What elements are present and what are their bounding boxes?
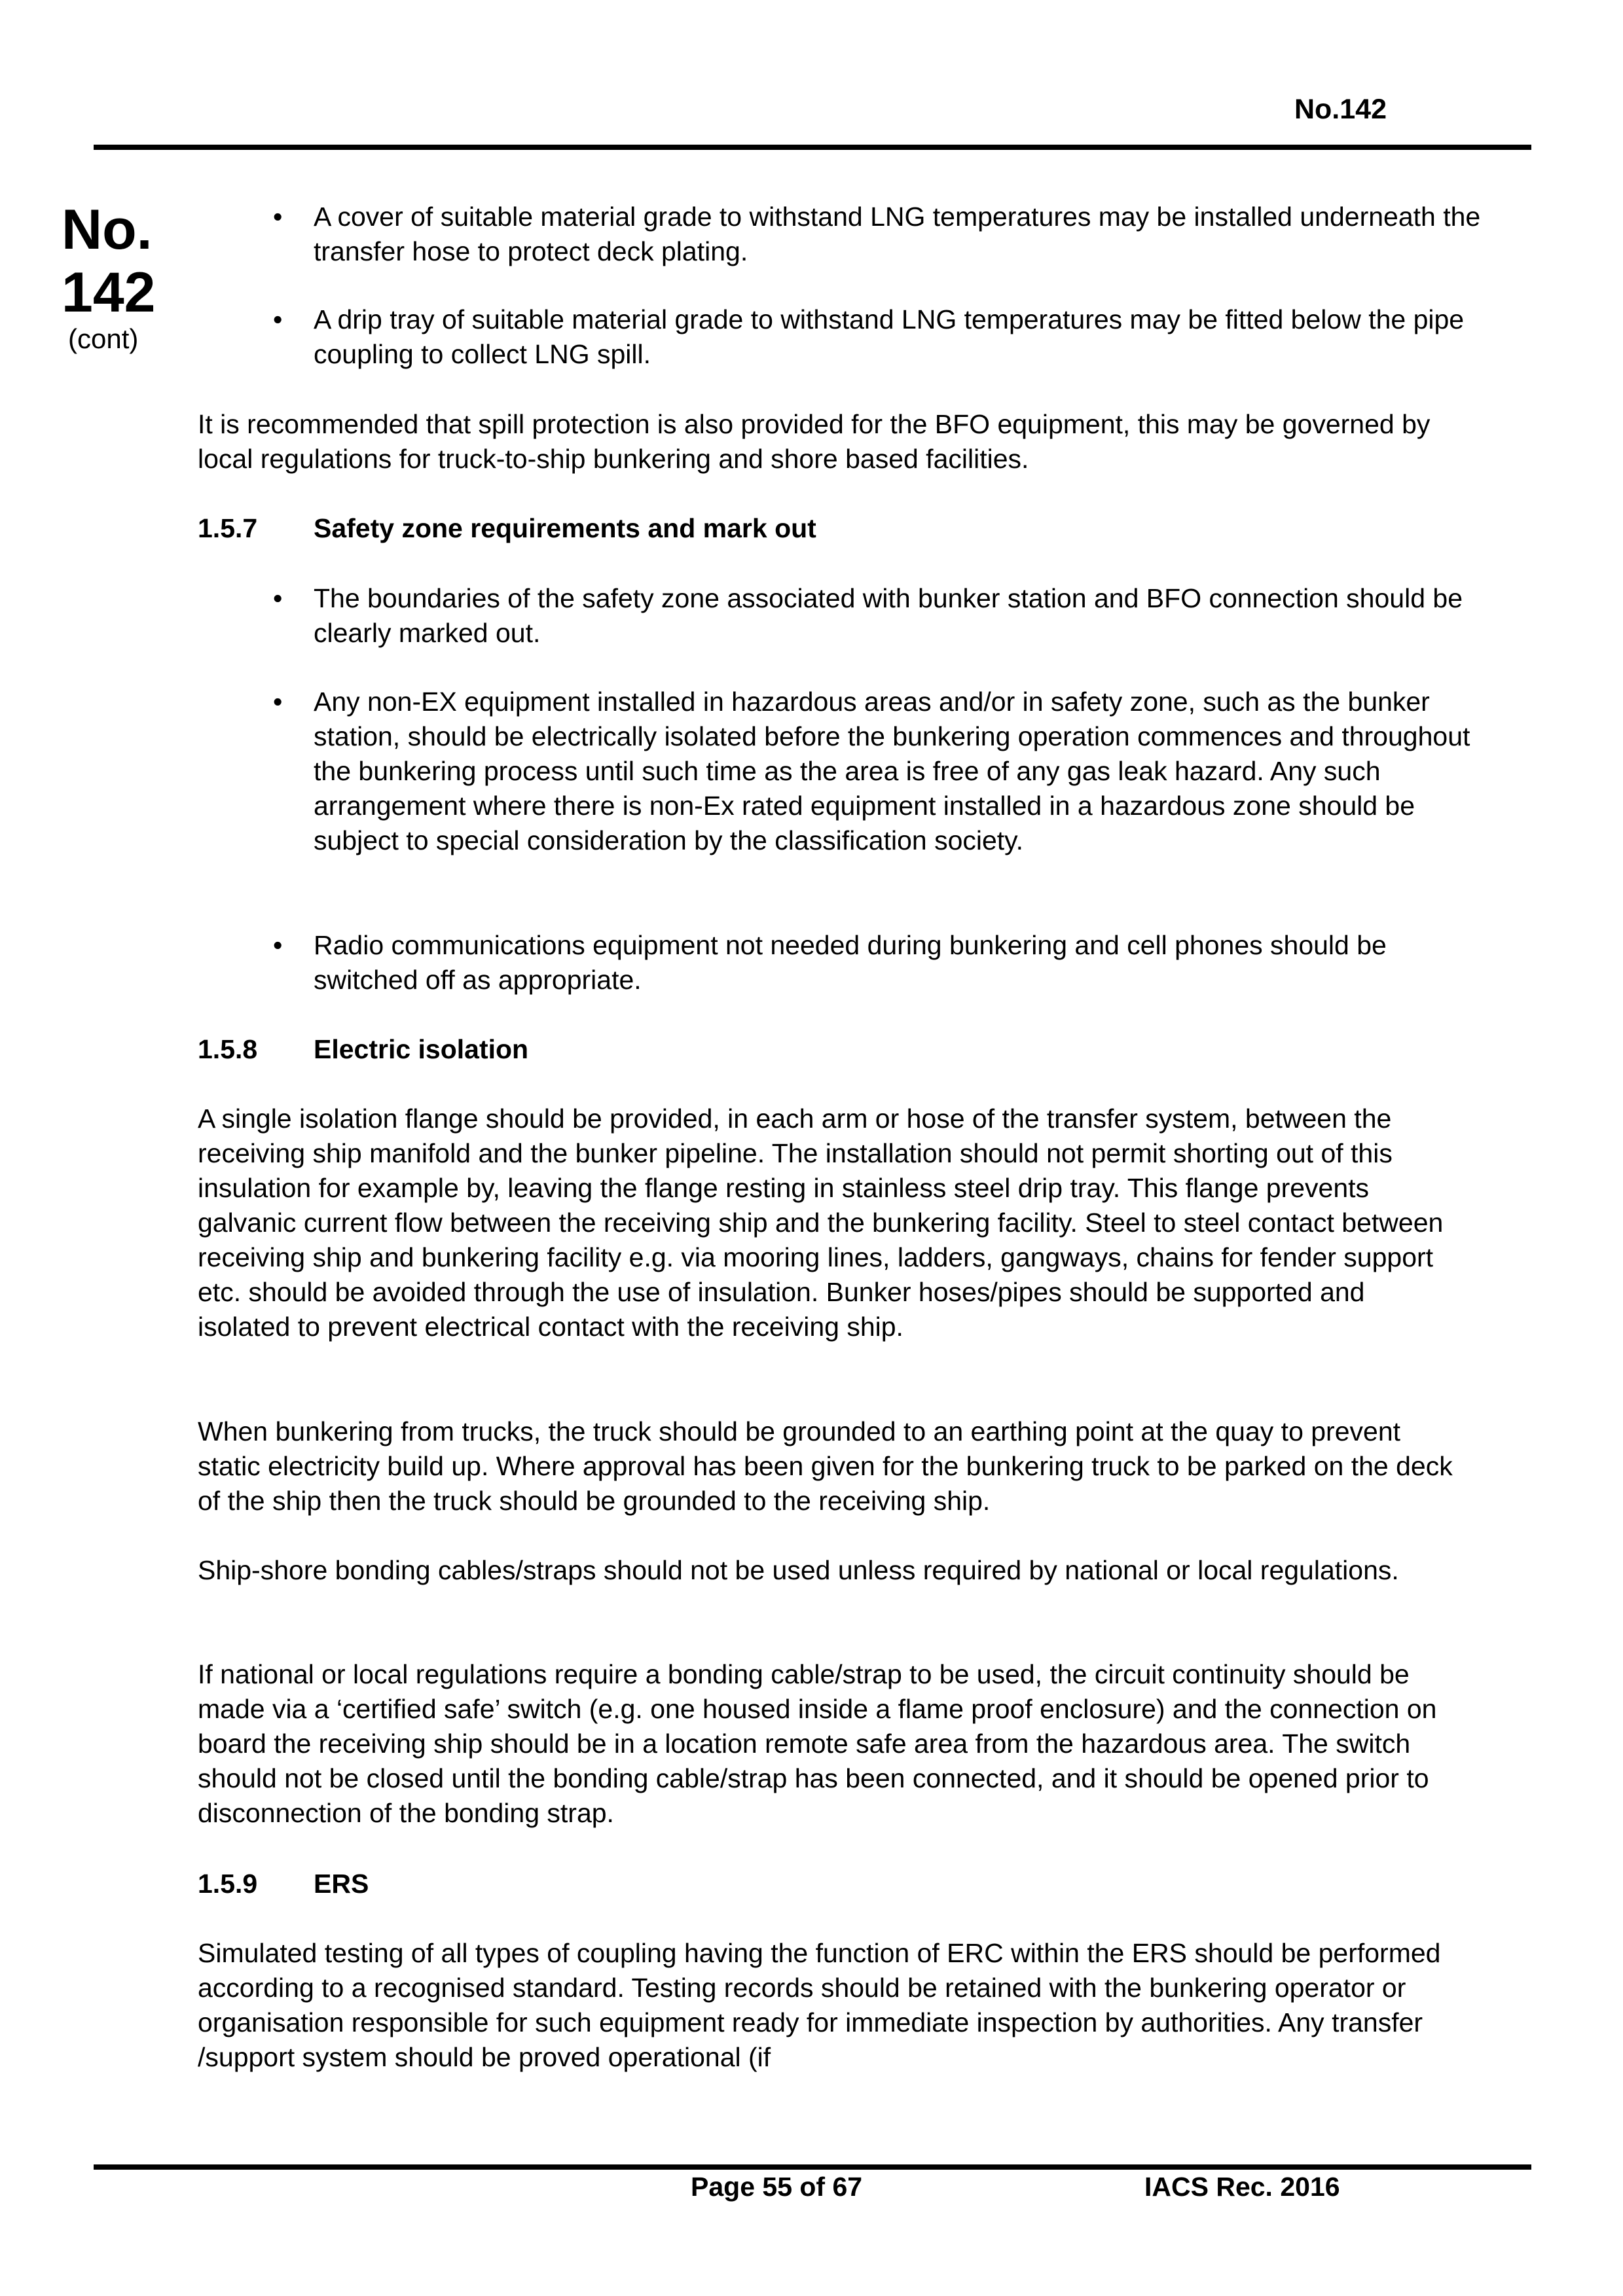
footer-rec-label: IACS Rec. 2016 xyxy=(1144,2172,1340,2202)
section-title: Safety zone requirements and mark out xyxy=(314,513,816,543)
paragraph: When bunkering from trucks, the truck should be grounded to an earthing point at the quay to prevent static electricity build up. Where approval has been given for the bunkering truck to be parked on the deck of the ship then the truck should be grounded to the receiving ship. xyxy=(198,1416,1453,1516)
section-number: 1.5.7 xyxy=(198,513,258,543)
bullet-marker: • xyxy=(273,304,283,334)
bullet-item: Any non-EX equipment installed in hazardous areas and/or in safety zone, such as the bunker station, should be electrically isolated before the bunkering operation commences and throughout the bunkering process until such time as the area is free of any gas leak hazard. Any such arrangement where there is non-Ex rated equipment installed in a hazardous zone should be subject to special consideration by the classification society. xyxy=(314,687,1470,855)
paragraph: If national or local regulations require a bonding cable/strap to be used, the circuit continuity should be made via a ‘certified safe’ switch (e.g. one housed inside a flame proof enclosure) and the connection on board the receiving ship should be in a location remote safe area from the hazardous area. The switch should not be closed until the bonding cable/strap has been connected, and it should be opened prior to disconnection of the bonding strap. xyxy=(198,1659,1437,1828)
section-title: ERS xyxy=(314,1869,369,1899)
bullet-item: Radio communications equipment not needed during bunkering and cell phones should be switched off as appropriate. xyxy=(314,930,1387,995)
bullet-item: The boundaries of the safety zone associated with bunker station and BFO connection should be clearly marked out. xyxy=(314,583,1463,648)
bullet-item: A cover of suitable material grade to withstand LNG temperatures may be installed underneath the transfer hose to protect deck plating. xyxy=(314,202,1481,266)
bullet-marker: • xyxy=(273,583,283,613)
side-label-cont: (cont) xyxy=(68,323,139,354)
side-label-no: No. xyxy=(62,198,153,261)
bullet-item: A drip tray of suitable material grade to withstand LNG temperatures may be fitted below the pipe coupling to collect LNG spill. xyxy=(314,304,1465,369)
side-label-number: 142 xyxy=(62,261,156,324)
paragraph: Ship-shore bonding cables/straps should not be used unless required by national or local regulations. xyxy=(198,1555,1399,1585)
bullet-marker: • xyxy=(273,930,283,960)
footer-page-number: Page 55 of 67 xyxy=(691,2172,863,2202)
intro-paragraph: It is recommended that spill protection is also provided for the BFO equipment, this may be governed by local regulations for truck-to-ship bunkering and shore based facilities. xyxy=(198,409,1431,474)
bullet-marker: • xyxy=(273,687,283,717)
section-number: 1.5.8 xyxy=(198,1034,258,1064)
bullet-marker: • xyxy=(273,202,283,232)
paragraph: Simulated testing of all types of coupling having the function of ERC within the ERS should be performed according to a recognised standard. Testing records should be retained with the bunkering operator or organisation responsible for such equipment ready for immediate inspection by authorities. Any transfer /support system should be proved operational (if xyxy=(198,1938,1441,2072)
header-doc-number: No.142 xyxy=(1294,94,1387,125)
header-rule xyxy=(94,145,1531,150)
section-number: 1.5.9 xyxy=(198,1869,258,1899)
footer-rule xyxy=(94,2164,1531,2170)
paragraph: A single isolation flange should be provided, in each arm or hose of the transfer system, between the receiving ship manifold and the bunker pipeline. The installation should not permit shorting out of this insulation for example by, leaving the flange resting in stainless steel drip tray. This flange prevents galvanic current flow between the receiving ship and the bunkering facility. Steel to steel contact between receiving ship and bunkering facility e.g. via mooring lines, ladders, gangways, chains for fender support etc. should be avoided through the use of insulation. Bunker hoses/pipes should be supported and isolated to prevent electrical contact with the receiving ship. xyxy=(198,1103,1444,1342)
section-title: Electric isolation xyxy=(314,1034,529,1064)
